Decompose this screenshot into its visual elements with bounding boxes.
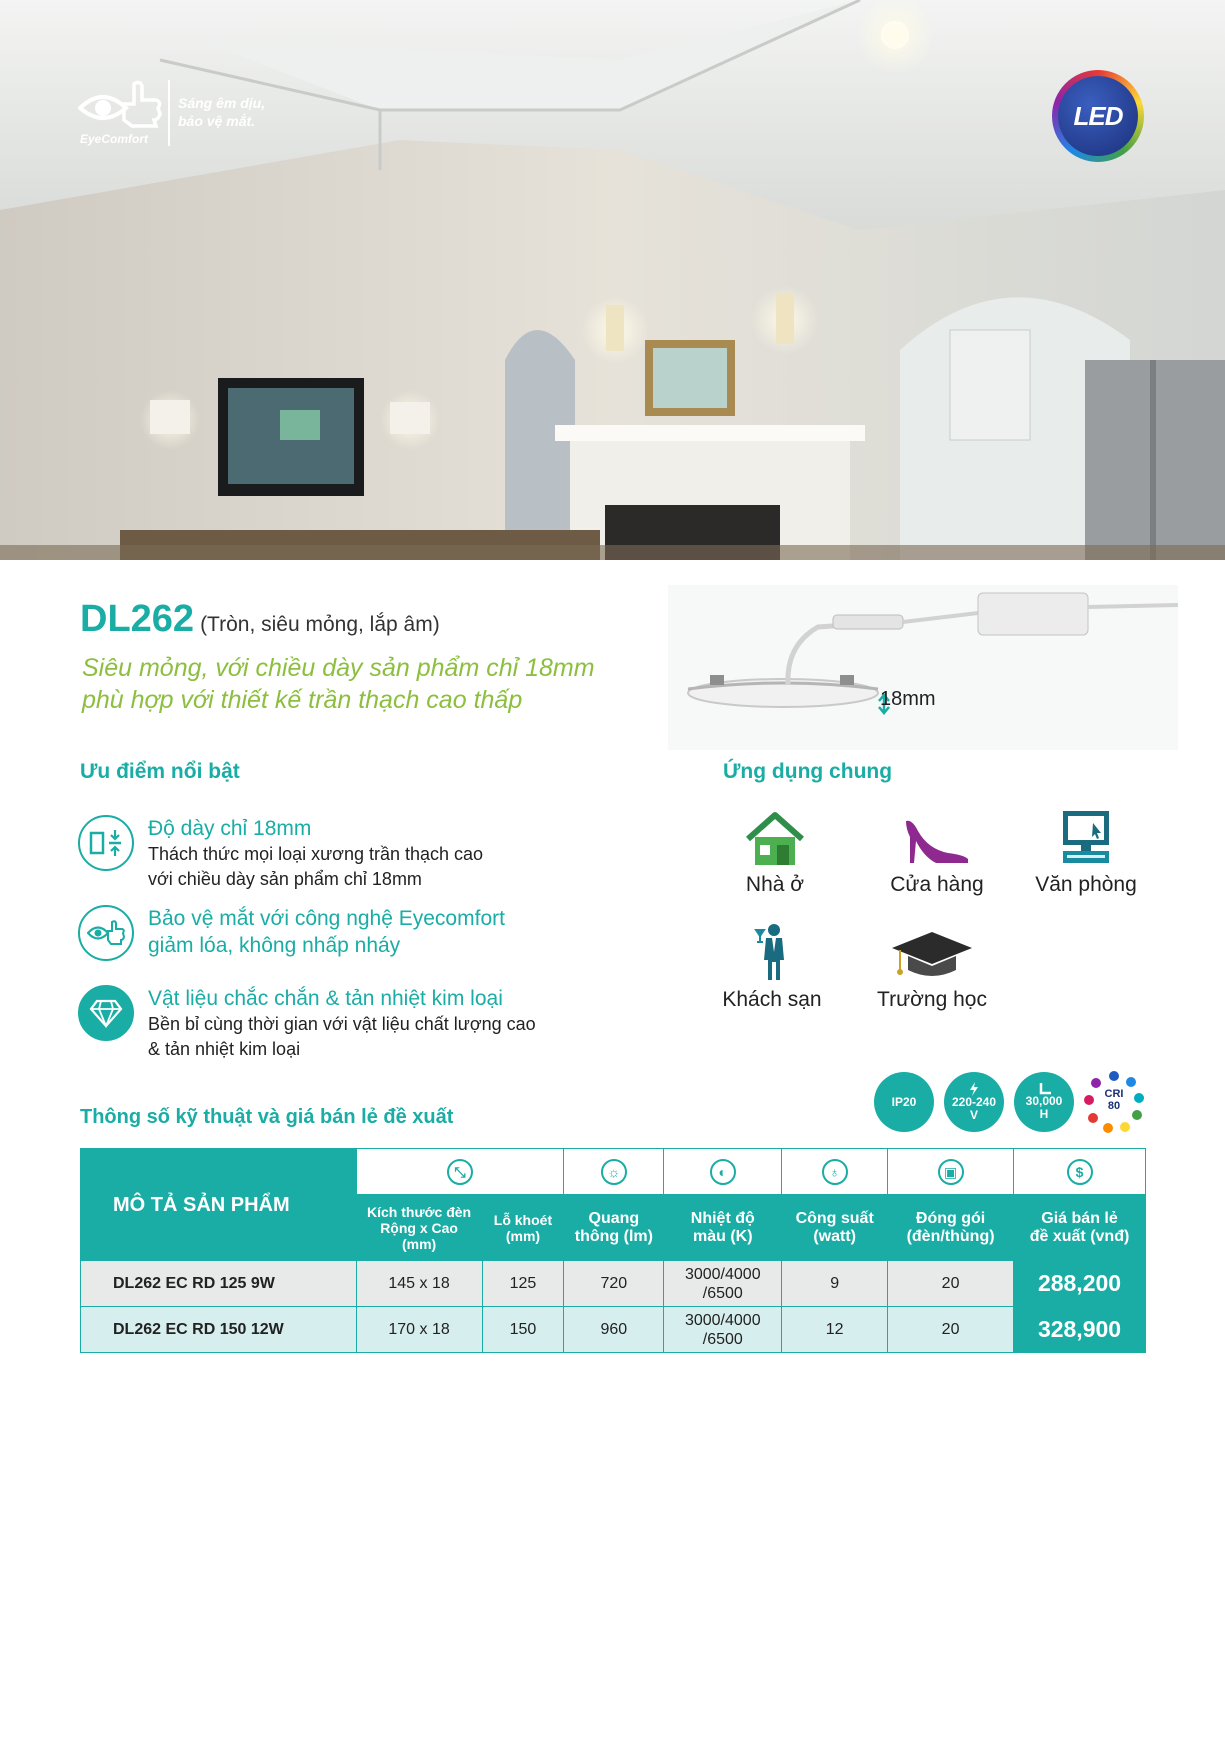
advantage-material-desc-2: & tản nhiệt kim loại (148, 1039, 301, 1059)
voltage-badge (944, 1072, 1004, 1132)
column-package (888, 1195, 1014, 1261)
led-badge-label: LED (1058, 76, 1138, 156)
advantage-eyecomfort (78, 905, 638, 965)
column-cct-line-1: Nhiệt độ (690, 1209, 755, 1227)
eyecomfort-brand: EyeComfort (80, 132, 149, 146)
column-cct-line-2: màu (K) (692, 1227, 753, 1245)
column-package-line-1: Đóng gói (915, 1209, 986, 1227)
description-header: MÔ TẢ SẢN PHẨM (81, 1149, 357, 1261)
advantage-eyecomfort-heading-2: giảm lóa, không nhấp nháy (148, 934, 401, 957)
advantage-material-heading: Vật liệu chắc chắn & tản nhiệt kim loại (148, 987, 503, 1010)
application-shop-label: Cửa hàng (890, 873, 984, 896)
column-power (782, 1195, 888, 1261)
diamond-icon (78, 985, 134, 1041)
slogan (178, 94, 265, 130)
product-image (668, 585, 1178, 750)
palette-icon: ◐ (710, 1159, 736, 1185)
application-hotel-label: Khách sạn (722, 988, 822, 1011)
column-lumen-line-1: Quang (588, 1209, 640, 1227)
lumen-cell: 720 (564, 1261, 664, 1307)
pack-cell: 20 (888, 1307, 1014, 1353)
logo-separator (168, 80, 170, 146)
price-cell: 288,200 (1014, 1261, 1146, 1307)
tagline-line-2: phù hợp với thiết kế trần thạch cao thấp (82, 686, 523, 714)
application-school-label: Trường học (877, 988, 987, 1011)
lightning-icon (969, 1082, 979, 1096)
eye-hand-icon (78, 80, 164, 130)
table-row (81, 1261, 1146, 1307)
column-price-line-2: đề xuất (vnđ) (1029, 1227, 1130, 1245)
cri-badge (1082, 1070, 1146, 1134)
tagline-line-1: Siêu mỏng, với chiều dày sản phẩm chỉ 18mm (82, 654, 595, 682)
product-name-cell: DL262 EC RD 125 9W (81, 1261, 357, 1307)
spec-table (80, 1148, 1146, 1353)
dimension-header-icon-cell (356, 1149, 564, 1195)
column-lumen (564, 1195, 664, 1261)
cri-label: CRI (1104, 1088, 1124, 1100)
advantage-eyecomfort-heading-1: Bảo vệ mắt với công nghệ Eyecomfort (148, 907, 505, 930)
cct-cell (664, 1261, 782, 1307)
column-cutout-line-1: Lỗ khoét (493, 1211, 553, 1228)
application-shop (857, 805, 1017, 897)
slogan-line-1: Sáng êm dịu, (178, 95, 266, 111)
product-name-cell: DL262 EC RD 150 12W (81, 1307, 357, 1353)
advantage-thickness-desc-1: Thách thức mọi loại xương trần thạch cao (148, 844, 484, 864)
application-office-label: Văn phòng (1035, 873, 1137, 896)
waiter-icon (752, 922, 792, 982)
column-price-line-1: Giá bán lẻ (1041, 1209, 1118, 1227)
size-cell: 145 x 18 (356, 1261, 482, 1307)
advantages-title: Ưu điểm nổi bật (80, 760, 240, 783)
high-heel-icon (902, 817, 972, 867)
advantage-material-text (148, 985, 536, 1062)
advantage-thickness (78, 815, 638, 889)
package-header-icon-cell (888, 1149, 1014, 1195)
hero-image (0, 0, 1225, 560)
cct-line-1: 3000/4000 (684, 1311, 761, 1329)
dimension-icon: ⤡ (447, 1159, 473, 1185)
power-cell: 12 (782, 1307, 888, 1353)
pack-cell: 20 (888, 1261, 1014, 1307)
table-row (81, 1307, 1146, 1353)
column-cutout (482, 1195, 564, 1261)
application-home (695, 805, 855, 897)
product-subtitle: (Tròn, siêu mỏng, lắp âm) (200, 613, 440, 636)
column-price (1014, 1195, 1146, 1261)
column-lumen-line-2: thông (lm) (574, 1227, 653, 1245)
cutout-cell: 150 (482, 1307, 564, 1353)
table-icon-row (81, 1149, 1146, 1195)
column-size-line-2: Rộng x Cao (380, 1219, 458, 1236)
power-header-icon-cell (782, 1149, 888, 1195)
advantage-material-desc-1: Bền bỉ cùng thời gian với vật liệu chất lượng cao (148, 1014, 536, 1034)
sun-icon: ☼ (601, 1159, 627, 1185)
advantage-thickness-heading: Độ dày chỉ 18mm (148, 817, 312, 840)
lumen-cell: 960 (564, 1307, 664, 1353)
thickness-icon (78, 815, 134, 871)
lifetime-value: 30,000 (1025, 1094, 1063, 1108)
lifetime-badge (1014, 1072, 1074, 1132)
cct-cell (664, 1307, 782, 1353)
applications-title: Ứng dụng chung (723, 760, 893, 783)
column-cct (664, 1195, 782, 1261)
application-office (1006, 805, 1166, 897)
advantage-thickness-text (148, 815, 483, 892)
specs-title: Thông số kỹ thuật và giá bán lẻ đề xuất (80, 1106, 454, 1128)
product-tagline (82, 652, 642, 716)
voltage-unit: V (969, 1108, 978, 1122)
cct-line-1: 3000/4000 (684, 1265, 761, 1283)
cct-line-2: /6500 (702, 1284, 743, 1302)
lifetime-unit: H (1039, 1107, 1049, 1121)
column-size-line-3: (mm) (401, 1235, 437, 1252)
size-cell: 170 x 18 (356, 1307, 482, 1353)
application-home-label: Nhà ở (745, 873, 805, 896)
house-icon (744, 811, 806, 867)
application-school (852, 920, 1012, 1012)
bulb-icon: ♁ (822, 1159, 848, 1185)
box-icon: ▣ (938, 1159, 964, 1185)
column-size (356, 1195, 482, 1261)
column-package-line-2: (đèn/thùng) (906, 1227, 995, 1245)
graduation-cap-icon (890, 930, 974, 982)
column-cutout-line-2: (mm) (505, 1227, 541, 1244)
advantage-eyecomfort-text (148, 905, 505, 959)
advantage-thickness-desc-2: với chiều dày sản phẩm chỉ 18mm (148, 869, 422, 889)
computer-icon (1057, 809, 1115, 867)
product-title (80, 598, 440, 641)
voltage-value: 220-240 (951, 1095, 997, 1109)
ip20-label: IP20 (891, 1094, 917, 1109)
cct-line-2: /6500 (702, 1330, 743, 1348)
application-hotel (692, 920, 852, 1012)
cutout-cell: 125 (482, 1261, 564, 1307)
cct-header-icon-cell (664, 1149, 782, 1195)
price-cell: 328,900 (1014, 1307, 1146, 1353)
dollar-icon: $ (1067, 1159, 1093, 1185)
slogan-line-2: bảo vệ mắt. (178, 113, 256, 129)
cri-value: 80 (1107, 1100, 1121, 1112)
power-cell: 9 (782, 1261, 888, 1307)
advantage-material (78, 985, 638, 1059)
eyecomfort-icon (78, 905, 134, 961)
lumen-header-icon-cell (564, 1149, 664, 1195)
column-size-line-1: Kích thước đèn (367, 1203, 472, 1220)
column-power-line-1: Công suất (795, 1209, 874, 1227)
price-header-icon-cell (1014, 1149, 1146, 1195)
eyecomfort-logo (78, 80, 278, 150)
product-model: DL262 (80, 598, 195, 640)
thickness-label: 18mm (880, 688, 936, 710)
led-badge (1052, 70, 1144, 162)
ip20-badge (874, 1072, 934, 1132)
column-power-line-2: (watt) (813, 1227, 856, 1245)
